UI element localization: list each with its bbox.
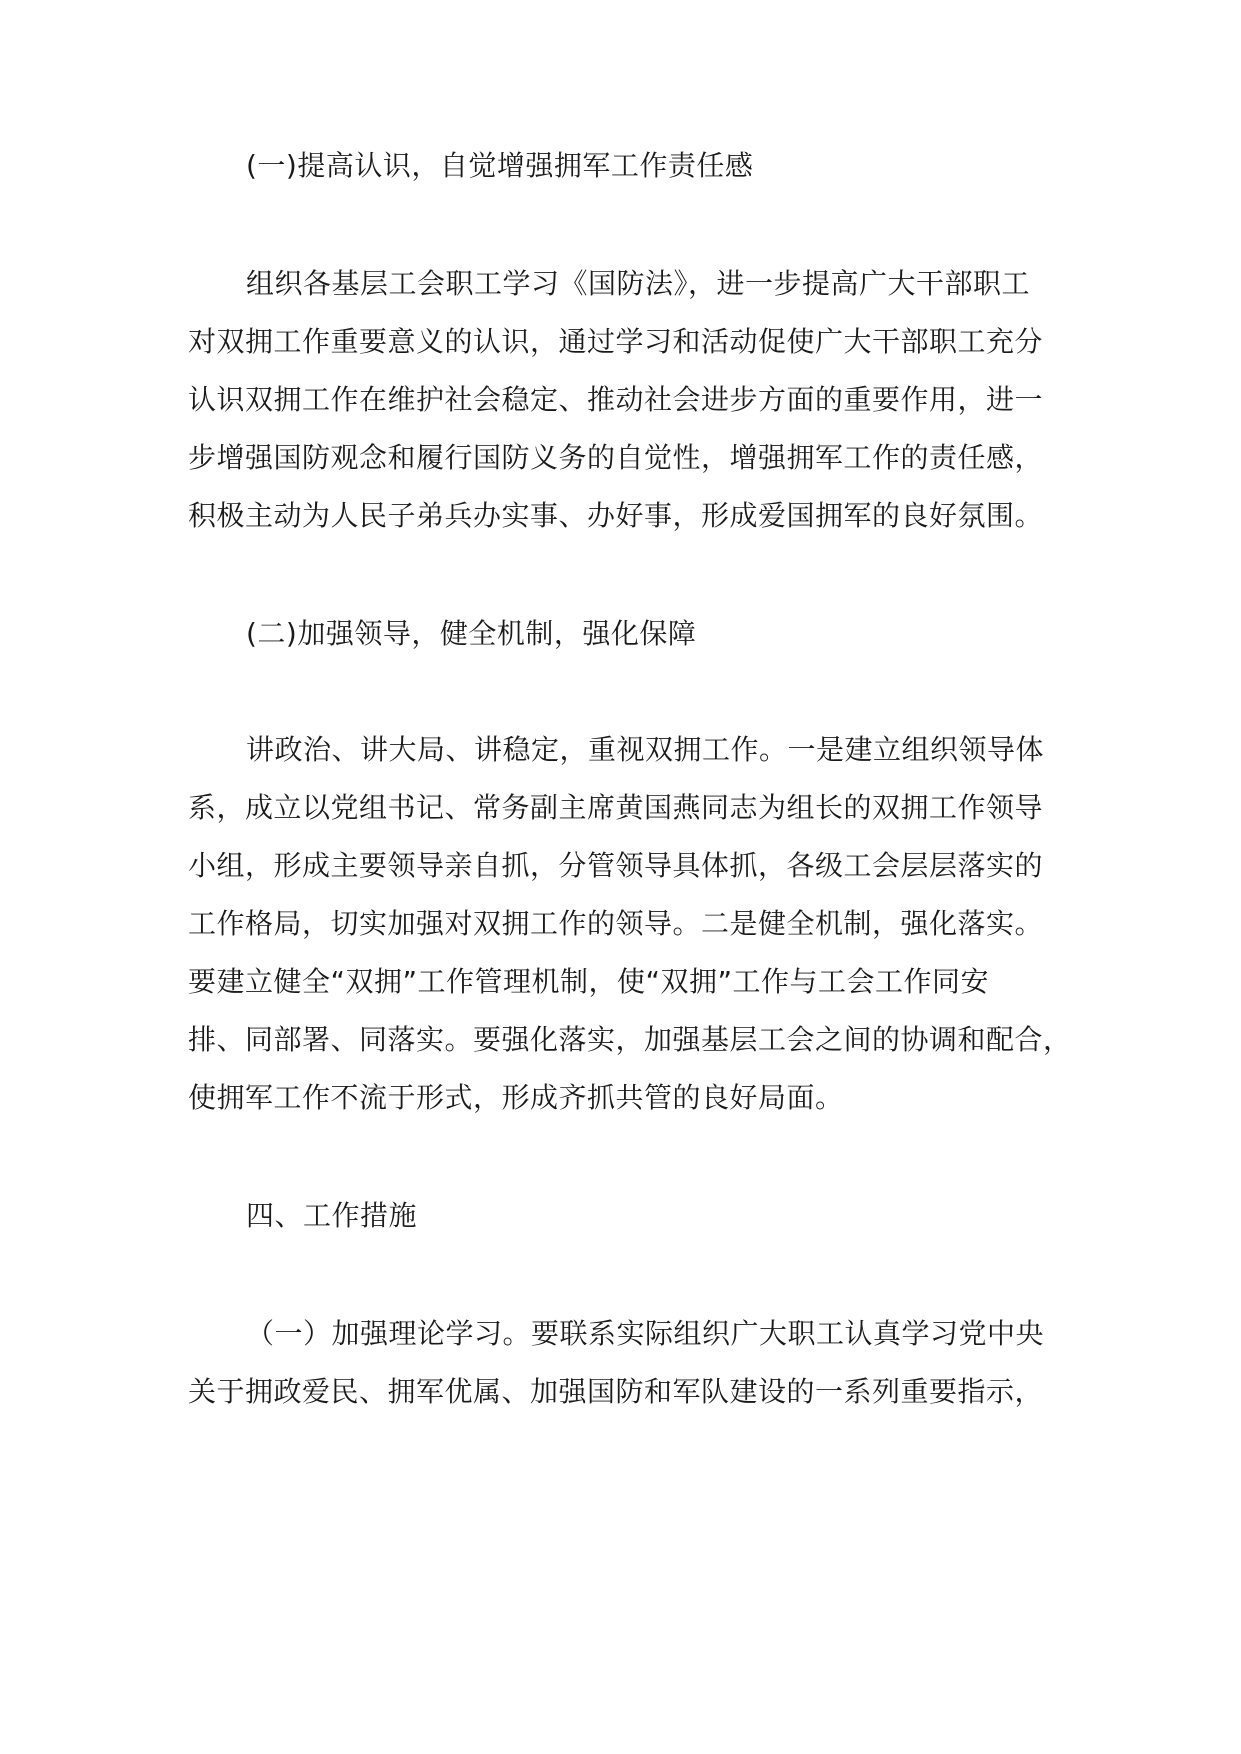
paragraph-line: 使拥军工作不流于形式，形成齐抓共管的良好局面。 [188,1081,844,1114]
section-heading-3: 四、工作措施 [246,1199,418,1232]
paragraph-line: 小组，形成主要领导亲自抓，分管领导具体抓，各级工会层层落实的 [188,849,1044,882]
paragraph-line: （一）加强理论学习。要联系实际组织广大职工认真学习党中央 [246,1317,1045,1350]
paragraph-line: 对双拥工作重要意义的认识，通过学习和活动促使广大干部职工充分 [188,325,1044,358]
paragraph-line: 要建立健全“双拥”工作管理机制，使“双拥”工作与工会工作同安 [188,965,990,998]
paragraph-line: 组织各基层工会职工学习《国防法》，进一步提高广大干部职工 [246,267,1031,300]
paragraph-line: 关于拥政爱民、拥军优属、加强国防和军队建设的一系列重要指示， [188,1375,1044,1408]
paragraph-line: 排、同部署、同落实。要强化落实，加强基层工会之间的协调和配合， [188,1023,1072,1056]
paragraph-line: 步增强国防观念和履行国防义务的自觉性，增强拥军工作的责任感， [188,441,1044,474]
paragraph-line: 工作格局，切实加强对双拥工作的领导。二是健全机制，强化落实。 [188,907,1044,940]
paragraph-line: 系，成立以党组书记、常务副主席黄国燕同志为组长的双拥工作领导 [188,791,1044,824]
paragraph-line: 积极主动为人民子弟兵办实事、办好事，形成爱国拥军的良好氛围。 [188,499,1044,532]
section-heading-2: (二)加强领导，健全机制，强化保障 [246,617,697,650]
paragraph-line: 讲政治、讲大局、讲稳定，重视双拥工作。一是建立组织领导体 [246,733,1045,766]
section-heading-1: (一)提高认识，自觉增强拥军工作责任感 [246,149,754,182]
paragraph-line: 认识双拥工作在维护社会稳定、推动社会进步方面的重要作用，进一 [188,383,1044,416]
